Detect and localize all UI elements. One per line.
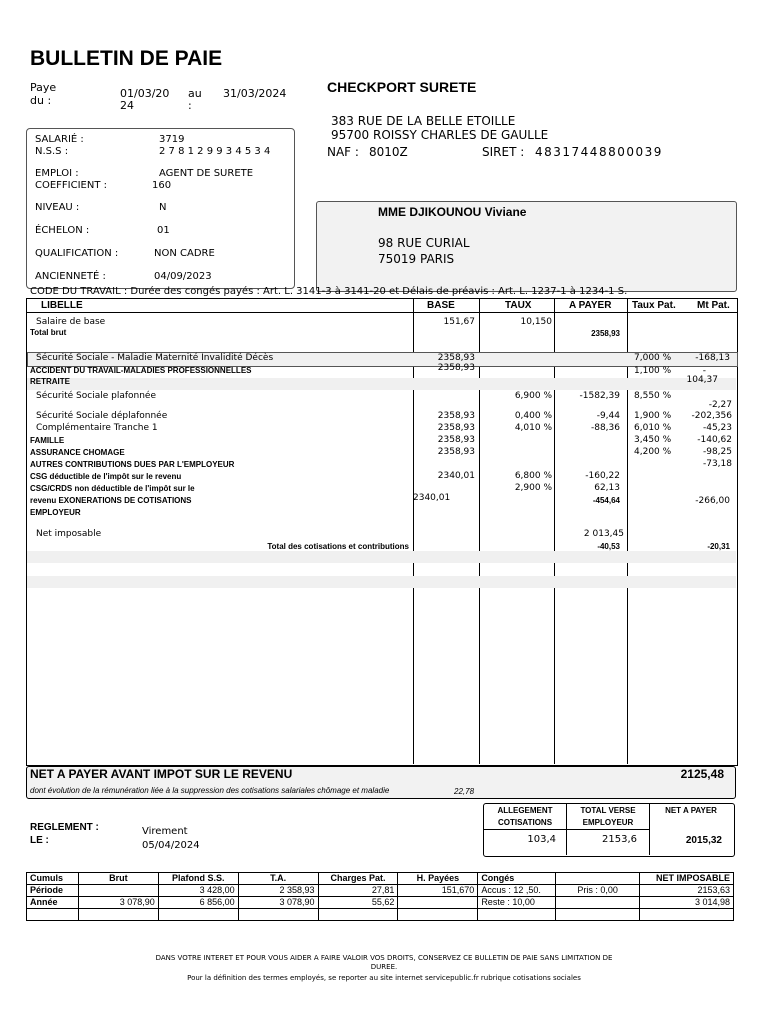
cumuls-header: H. Payées (398, 873, 478, 885)
row-mt-pat: -45,23 (702, 423, 732, 433)
echelon-value: 01 (157, 225, 170, 236)
row-label: FAMILLE (30, 436, 65, 445)
cumuls-cell: 2 358,93 (238, 885, 318, 897)
shaded-row (27, 551, 736, 563)
row-base: 2340,01 (413, 493, 451, 503)
allegement-label: ALLEGEMENT COTISATIONS (497, 806, 553, 827)
allegement-value: 103,4 (527, 834, 556, 845)
header-libelle: LIBELLE (41, 300, 83, 311)
header-base: BASE (427, 300, 455, 311)
reglement-mode: Virement (142, 826, 188, 837)
naf-value: 8010Z (369, 145, 408, 159)
row-mt-pat: 104,37 (686, 375, 718, 385)
row-taux-pat: 7,000 % (634, 353, 672, 363)
row-label: EMPLOYEUR (30, 508, 81, 517)
echelon-label: ÉCHELON : (35, 225, 90, 236)
row-taux: 4,010 % (514, 423, 552, 433)
cumuls-cell: Pris : 0,00 (556, 885, 640, 897)
row-mt-pat: - (702, 366, 706, 376)
le-label: LE : (30, 835, 49, 846)
row-a-payer: -1582,39 (579, 391, 620, 401)
cumuls-empty-row (27, 909, 734, 921)
cumuls-header: Charges Pat. (318, 873, 398, 885)
reglement-label: REGLEMENT : (30, 822, 99, 833)
row-mt-pat: -20,31 (707, 542, 730, 551)
row-label: RETRAITE (30, 377, 70, 386)
total-verse-value: 2153,6 (602, 834, 637, 845)
cumuls-cell: Année (27, 897, 79, 909)
row-label: CSG déductible de l'impôt sur le revenu (30, 472, 182, 481)
cumuls-periode-row (27, 885, 734, 897)
cumuls-cell (78, 885, 158, 897)
coefficient-value: 160 (152, 180, 172, 191)
row-a-payer: 62,13 (594, 483, 620, 493)
cumuls-header: Plafond S.S. (158, 873, 238, 885)
period-from-1: 01/03/20 (120, 87, 170, 100)
row-a-payer: -9,44 (596, 411, 620, 421)
du-label: du : (30, 94, 52, 107)
qualification-label: QUALIFICATION : (35, 248, 119, 259)
au-colon: : (188, 99, 192, 112)
row-label: Complémentaire Tranche 1 (36, 423, 158, 433)
row-base: 2358,93 (437, 423, 475, 433)
page-title: BULLETIN DE PAIE (30, 47, 223, 70)
salarie-label: SALARIÉ : (35, 134, 84, 145)
row-label: ASSURANCE CHOMAGE (30, 448, 125, 457)
row-taux-pat: 4,200 % (634, 447, 672, 457)
cumuls-cell: 3 014,98 (640, 897, 734, 909)
cumuls-header: Congés (478, 873, 556, 885)
net-avant-impot-label: NET A PAYER AVANT IMPOT SUR LE REVENU (30, 767, 293, 781)
period-to: 31/03/2024 (223, 87, 287, 100)
row-label: CSG/CRDS non déductible de l'impôt sur le (30, 484, 195, 493)
row-a-payer: 2 013,45 (583, 529, 624, 539)
niveau-label: NIVEAU : (35, 202, 80, 213)
recipient-address2: 75019 PARIS (378, 252, 455, 266)
row-label: Salaire de base (36, 317, 106, 327)
row-label: Sécurité Sociale - Maladie Maternité Invalidité Décès (36, 353, 274, 363)
row-label: ACCIDENT DU TRAVAIL-MALADIES PROFESSIONNELLES (30, 366, 252, 375)
cumuls-header: Cumuls (27, 873, 79, 885)
col-divider (554, 298, 555, 764)
employer-address2: 95700 ROISSY CHARLES DE GAULLE (331, 128, 549, 142)
footer-line3: Pour la définition des termes employés, se reporter au site internet servicepublic.fr rubrique cotisations sociales (187, 974, 581, 982)
siret-label: SIRET : (482, 145, 525, 159)
row-mt-pat: -140,62 (697, 435, 732, 445)
row-base: 2340,01 (437, 471, 475, 481)
cumuls-cell: 3 078,90 (78, 897, 158, 909)
cumuls-table (26, 872, 734, 921)
cumuls-cell (556, 897, 640, 909)
recipient-name: MME DJIKOUNOU Viviane (378, 205, 527, 219)
header-mt-pat: Mt Pat. (697, 300, 730, 311)
row-mt-pat: -73,18 (702, 459, 732, 469)
row-label: Net imposable (36, 529, 102, 539)
row-taux: 0,400 % (514, 411, 552, 421)
cumuls-cell: 2153,63 (640, 885, 734, 897)
cumuls-annee-row (27, 897, 734, 909)
recipient-address1: 98 RUE CURIAL (378, 236, 470, 250)
header-taux: TAUX (505, 300, 532, 311)
row-a-payer: -160,22 (585, 471, 620, 481)
cumuls-cell: 3 428,00 (158, 885, 238, 897)
row-a-payer: -454,64 (592, 496, 620, 505)
row-mt-pat: -168,13 (695, 353, 730, 363)
anciennete-label: ANCIENNETÉ : (35, 271, 106, 282)
net-payer-label: NET A PAYER (665, 806, 717, 815)
total-verse-label: TOTAL VERSE EMPLOYEUR (580, 806, 636, 827)
cumuls-header: Brut (78, 873, 158, 885)
cumuls-cell (398, 897, 478, 909)
period-from-2: 24 (120, 99, 134, 112)
net-avant-impot-note: dont évolution de la rémunération liée à la suppression des cotisations salariales chômage et maladie (30, 786, 390, 795)
row-taux-pat: 3,450 % (634, 435, 672, 445)
row-base: 2358,93 (437, 353, 475, 363)
row-label: Sécurité Sociale plafonnée (36, 391, 156, 401)
row-taux: 2,900 % (514, 483, 552, 493)
salarie-value: 3719 (159, 134, 185, 145)
row-base: 2358,93 (437, 435, 475, 445)
cumuls-cell: 55,62 (318, 897, 398, 909)
coefficient-label: COEFFICIENT : (35, 180, 108, 191)
cumuls-header (556, 873, 640, 885)
naf-label: NAF : (327, 145, 359, 159)
row-taux-pat: 6,010 % (634, 423, 672, 433)
net-avant-impot-note-value: 22,78 (454, 787, 475, 796)
emploi-value: AGENT DE SURETE (159, 168, 254, 179)
shaded-row (27, 378, 736, 390)
nss-label: N.S.S : (35, 146, 69, 157)
qualification-value: NON CADRE (154, 248, 215, 259)
code-travail: CODE DU TRAVAIL : Durée des congés payés : Art. L. 3141-3 à 3141-20 et Délais de préavis : Art. L. 1237-1 à 1234-1 S. (30, 286, 628, 297)
row-mt-pat: -266,00 (695, 496, 730, 506)
cumuls-cell: 6 856,00 (158, 897, 238, 909)
header-a-payer: A PAYER (569, 300, 612, 311)
row-mt-pat: -98,25 (702, 447, 732, 457)
row-label: Total des cotisations et contributions (267, 542, 409, 551)
row-taux: 6,900 % (514, 391, 552, 401)
cumuls-cell: 151,670 (398, 885, 478, 897)
au-label: au (188, 87, 202, 100)
row-taux-pat: 1,900 % (634, 411, 672, 421)
cumuls-cell: 3 078,90 (238, 897, 318, 909)
cumuls-cell: Reste : 10,00 (478, 897, 556, 909)
row-taux-pat: 1,100 % (634, 366, 672, 376)
row-label: Sécurité Sociale déplafonnée (36, 411, 168, 421)
anciennete-value: 04/09/2023 (154, 271, 212, 282)
row-mt-pat: -2,27 (708, 400, 732, 410)
reglement-date: 05/04/2024 (142, 840, 200, 851)
row-base: 2358,93 (437, 447, 475, 457)
header-divider (26, 312, 737, 313)
cumuls-header: T.A. (238, 873, 318, 885)
net-payer-value: 2015,32 (685, 835, 722, 846)
footer-line2: DUREE. (370, 963, 398, 971)
niveau-value: N (159, 202, 167, 213)
cumuls-cell: 27,81 (318, 885, 398, 897)
employer-address1: 383 RUE DE LA BELLE ETOILLE (331, 114, 516, 128)
nss-value: 2 7 8 1 2 9 9 3 4 5 3 4 (159, 146, 271, 157)
cumuls-header-row (27, 873, 734, 885)
shaded-row (27, 576, 736, 588)
cumuls-cell: Période (27, 885, 79, 897)
row-mt-pat: -202,356 (691, 411, 732, 421)
employer-name: CHECKPORT SURETE (327, 79, 477, 95)
row-taux: 6,800 % (514, 471, 552, 481)
row-taux-pat: 8,550 % (634, 391, 672, 401)
cumuls-cell: Accus : 12 ,50. (478, 885, 556, 897)
row-base: 2358,93 (437, 363, 475, 373)
row-label: Total brut (30, 328, 67, 337)
header-taux-pat: Taux Pat. (632, 300, 676, 311)
row-label: revenu EXONERATIONS DE COTISATIONS (30, 496, 192, 505)
footer-line1: DANS VOTRE INTERET ET POUR VOUS AIDER A FAIRE VALOIR VOS DROITS, CONSERVEZ CE BULLETIN DE PAIE SANS LIMITATION DE (155, 954, 613, 962)
row-base: 2358,93 (437, 411, 475, 421)
row-label: AUTRES CONTRIBUTIONS DUES PAR L'EMPLOYEUR (30, 460, 235, 469)
row-a-payer: 2358,93 (591, 329, 620, 338)
siret-value: 48317448800039 (535, 145, 663, 159)
paye-label: Paye (30, 81, 57, 94)
row-a-payer: -88,36 (590, 423, 620, 433)
cumuls-header: NET IMPOSABLE (640, 873, 734, 885)
col-divider (413, 298, 414, 764)
row-base: 151,67 (443, 317, 475, 327)
row-taux: 10,150 (520, 317, 552, 327)
row-a-payer: -40,53 (597, 542, 620, 551)
emploi-label: EMPLOI : (35, 168, 79, 179)
col-divider (479, 298, 480, 764)
net-avant-impot-value: 2125,48 (680, 767, 724, 781)
col-divider (627, 298, 628, 764)
